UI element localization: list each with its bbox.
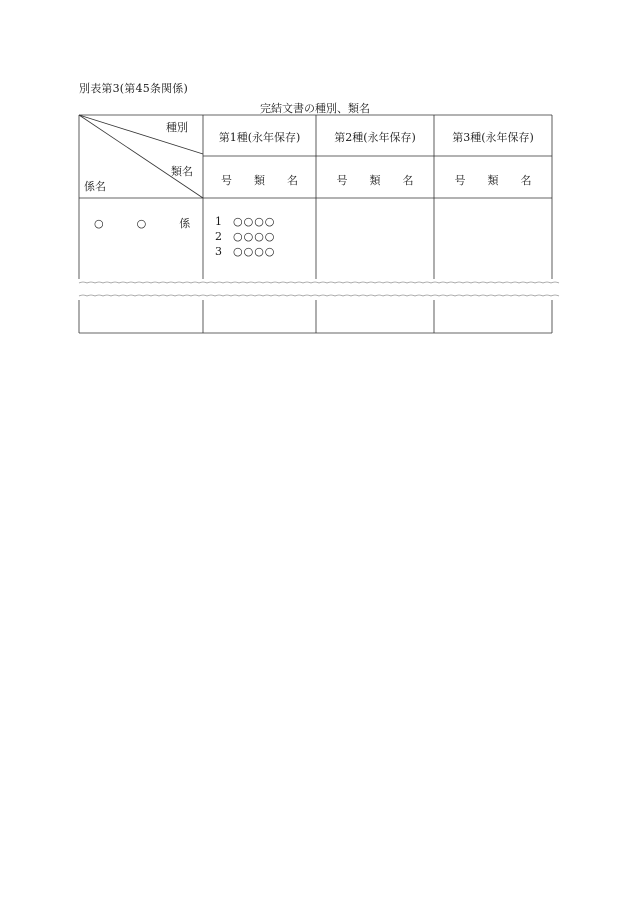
list-item [215,230,275,243]
column-subheader-1: 号 類 名 [221,174,298,187]
section-name: ○ ○ 係 [94,217,191,230]
column-subheader-2: 号 類 名 [336,174,414,187]
list-item [215,245,275,258]
column-header-type-2: 第2種(永年保存) [334,131,416,144]
item-name: ○○○○ [233,230,276,243]
corner-label-section: 係名 [84,180,106,193]
appendix-heading: 別表第3(第45条関係) [79,82,188,95]
table-caption: 完結文書の種別、類名 [260,102,370,115]
item-number: 3 [215,245,222,258]
item-number: 1 [215,215,222,228]
break-mark [79,282,559,296]
item-name: ○○○○ [233,215,276,228]
corner-label-type: 種別 [166,121,188,134]
column-subheader-3: 号 類 名 [454,174,532,187]
column-header-type-3: 第3種(永年保存) [452,131,534,144]
column-header-type-1: 第1種(永年保存) [218,131,301,144]
corner-label-class: 類名 [171,165,193,178]
item-number: 2 [215,230,222,243]
list-item [215,215,275,228]
item-name: ○○○○ [233,245,276,258]
